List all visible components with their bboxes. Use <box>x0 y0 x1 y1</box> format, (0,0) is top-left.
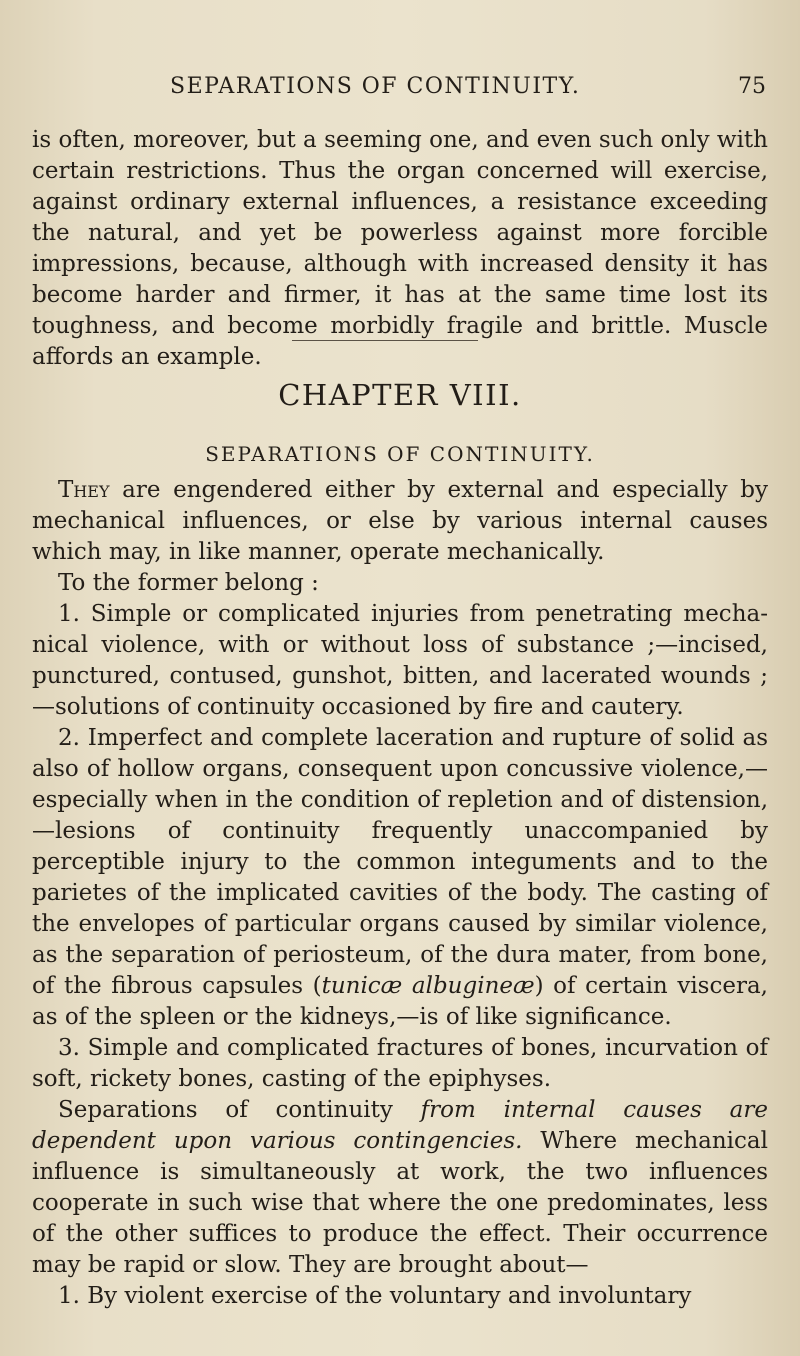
item-2-text-b: ) of certain viscera, as of the spleen or the kidneys,—is of like significance. <box>32 973 768 1030</box>
item-1-paragraph: 1. Simple or complicated injuries from penetrating mecha-nical violence, with or without loss of substance ;—incised, punctured, contused, gunshot, bitten, and lacerated wounds ;—solutions of continuity occasioned by fire and cautery. <box>32 601 768 720</box>
item-2-text-a: 2. Imperfect and complete laceration and rupture of solid as also of hollow organs, consequent upon concussive violence,—especially when in the condition of repletion and of distension, —lesions of continuity frequently unaccompanied by perceptible injury to the common integuments and to the parietes of the implicated cavities of the body. The casting of the envelopes of particular organs caused by similar violence, as the separation of periosteum, of the dura mater, from bone, of the fibrous capsules ( <box>32 725 768 999</box>
internal-italic-text: from internal causes are dependent upon various contingencies. <box>32 1097 768 1154</box>
internal-text-a: Separations of continuity <box>58 1097 421 1123</box>
chapter-title: CHAPTER VIII. <box>278 378 522 412</box>
opening-text-block <box>32 125 768 373</box>
intro-text: are engendered either by external and especially by mechanical influences, or else by various internal causes which may, in like manner, operate mechanically. <box>32 477 768 565</box>
former-paragraph: To the former belong : <box>58 570 319 596</box>
item-2-paragraph <box>32 723 768 1033</box>
chapter-body <box>32 475 768 1312</box>
chapter-subtitle: SEPARATIONS OF CONTINUITY. <box>205 442 595 466</box>
chapter-divider-rule <box>292 340 478 341</box>
intro-paragraph <box>32 475 768 568</box>
running-header: SEPARATIONS OF CONTINUITY. <box>170 74 581 99</box>
item-2-latin-term: tunicæ albugineæ <box>321 973 535 999</box>
page-number: 75 <box>738 74 766 99</box>
drop-word: They <box>58 477 110 503</box>
last-item-paragraph: 1. By violent exercise of the voluntary and involuntary <box>58 1283 692 1309</box>
opening-paragraph: is often, moreover, but a seeming one, and even such only with certain restrictions. Thus the organ concerned will exercise, against ordinary external influences, a resistance exceeding the natural, and yet be powerless against more forcible impressions, because, although with increased density it has become harder and firmer, it has at the same time lost its toughness, and become morbidly fragile and brittle. Muscle affords an example. <box>32 127 768 370</box>
internal-causes-paragraph <box>32 1095 768 1281</box>
internal-text-b: Where mechanical influence is simultaneously at work, the two influences cooperate in such wise that where the one predominates, less of the other suffices to produce the effect. Their occurrence may be rapid or slow. They are brought about— <box>32 1128 768 1278</box>
item-3-paragraph: 3. Simple and complicated fractures of bones, incurvation of soft, rickety bones, casting of the epiphyses. <box>32 1035 768 1092</box>
